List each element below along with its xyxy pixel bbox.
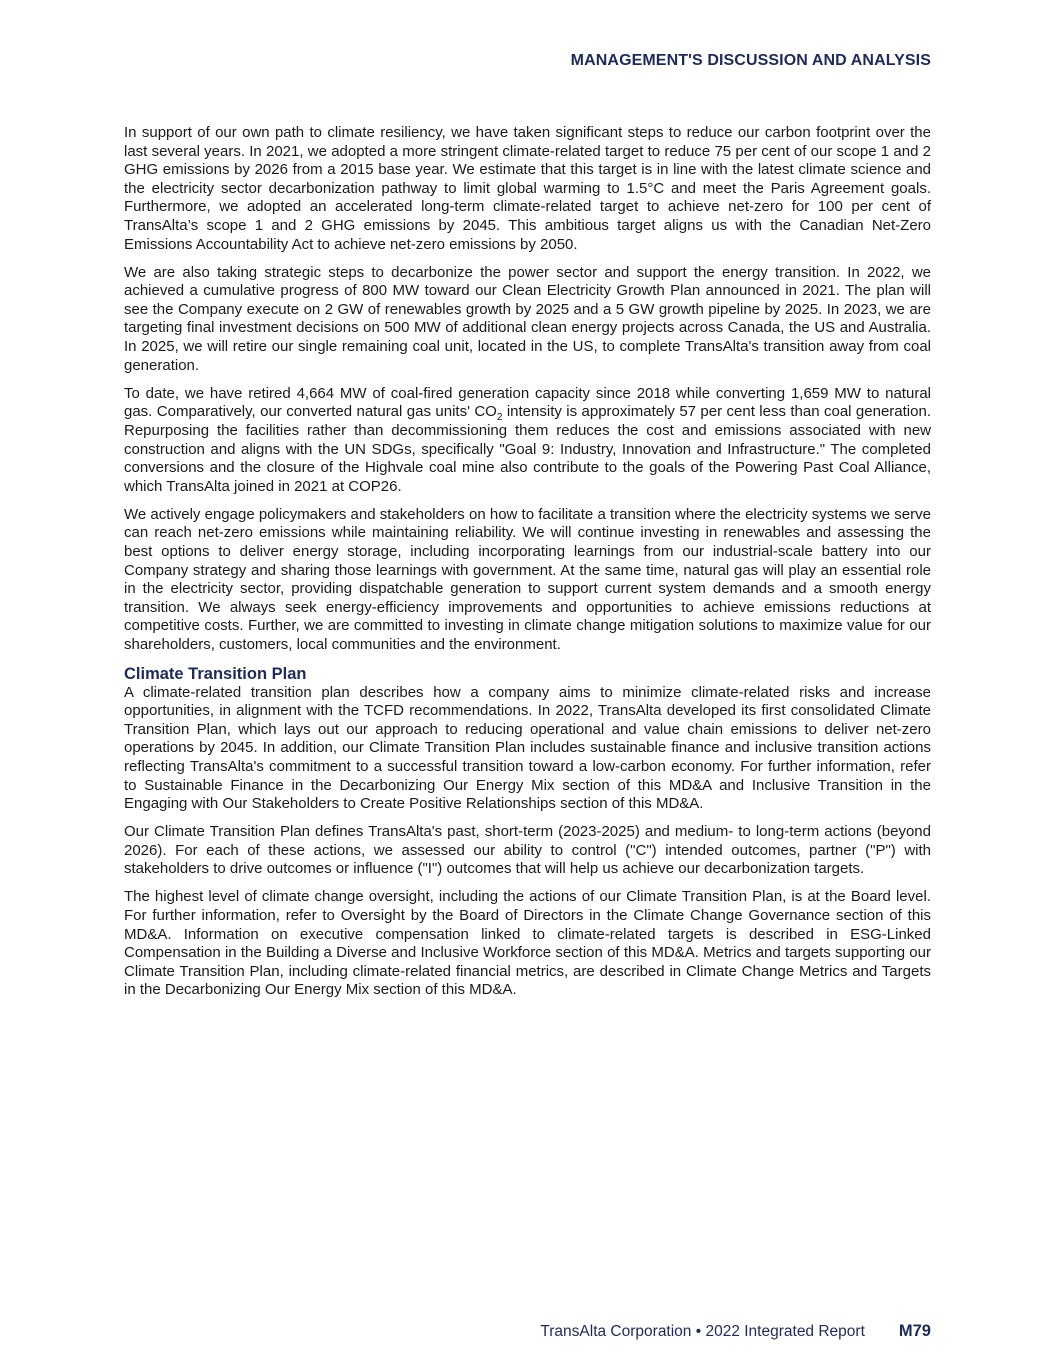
body-paragraph-policy-engagement: We actively engage policymakers and stakeholders on how to facilitate a transition where the electricity systems we serve can reach net-zero emissions while maintaining reliability. We will continue investing in renewables and assessing the best options to deliver energy storage, including incorporating learnings from our industrial-scale battery into our Company strategy and sharing those learnings with government. At the same time, natural gas will play an essential role in the electricity sector, providing dispatchable generation to support current system demands and a smooth energy transition. We always seek energy-efficiency improvements and opportunities to achieve emissions reductions at competitive costs. Further, we are committed to investing in climate change mitigation solutions to maximize value for our shareholders, customers, local communities and the environment. [124,505,931,653]
main-content [124,124,931,1010]
section-paragraph-oversight: The highest level of climate change oversight, including the actions of our Climate Transition Plan, is at the Board level. For further information, refer to Oversight by the Board of Directors in the Climate Change Governance section of this MD&A. Information on executive compensation linked to climate-related targets is described in ESG-Linked Compensation in the Building a Diverse and Inclusive Workforce section of this MD&A. Metrics and targets supporting our Climate Transition Plan, including climate-related financial metrics, are described in Climate Change Metrics and Targets in the Decarbonizing Our Energy Mix section of this MD&A. [124,888,931,999]
body-paragraph-decarbonize-power: We are also taking strategic steps to decarbonize the power sector and support the energy transition. In 2022, we achieved a cumulative progress of 800 MW toward our Clean Electricity Growth Plan announced in 2021. The plan will see the Company execute on 2 GW of renewables growth by 2025 and a 5 GW growth pipeline by 2025. In 2023, we are targeting final investment decisions on 500 MW of additional clean energy projects across Canada, the US and Australia. In 2025, we will retire our single remaining coal unit, located in the US, to complete TransAlta's transition away from coal generation. [124,263,931,374]
footer-report-title: TransAlta Corporation • 2022 Integrated Report [540,1323,865,1340]
page-footer [540,1322,931,1341]
section-paragraph-transition-plan-overview: A climate-related transition plan describes how a company aims to minimize climate-related risks and increase opportunities, in alignment with the TCFD recommendations. In 2022, TransAlta developed its first consolidated Climate Transition Plan, which lays out our approach to reducing operational and value chain emissions to deliver net-zero operations by 2045. In addition, our Climate Transition Plan includes sustainable finance and inclusive transition actions reflecting TransAlta's commitment to a successful transition toward a low-carbon economy. For further information, refer to Sustainable Finance in the Decarbonizing Our Energy Mix section of this MD&A and Inclusive Transition in the Engaging with Our Stakeholders to Create Positive Relationships section of this MD&A. [124,683,931,813]
section-paragraph-plan-actions: Our Climate Transition Plan defines TransAlta's past, short-term (2023-2025) and medium- to long-term actions (beyond 2026). For each of these actions, we assessed our ability to control ("C") intended outcomes, partner ("P") with stakeholders to drive outcomes or influence ("I") outcomes that will help us achieve our decarbonization targets. [124,823,931,878]
paragraph-text-after-subscript: intensity is approximately 57 per cent less than coal generation. Repurposing the facilities rather than decommissioning them reduces the cost and emissions associated with new construction and aligns with the UN SDGs, specifically "Goal 9: Industry, Innovation and Infrastructure." The completed conversions and the closure of the Highvale coal mine also contribute to the goals of the Powering Past Coal Alliance, which TransAlta joined in 2021 at COP26. [124,403,931,495]
section-heading-climate-transition-plan: Climate Transition Plan [124,664,307,683]
page-header-title: MANAGEMENT'S DISCUSSION AND ANALYSIS [570,52,931,69]
co2-subscript: 2 [496,412,503,424]
paragraph-text-before-subscript: To date, we have retired 4,664 MW of coal-fired generation capacity since 2018 while converting 1,659 MW to natural gas. Comparatively, our converted natural gas units' CO [124,384,931,421]
body-paragraph-climate-resiliency: In support of our own path to climate resiliency, we have taken significant steps to reduce our carbon footprint over the last several years. In 2021, we adopted a more stringent climate-related target to reduce 75 per cent of our scope 1 and 2 GHG emissions by 2026 from a 2015 base year. We estimate that this target is in line with the latest climate science and the electricity sector decarbonization pathway to limit global warming to 1.5°C and meet the Paris Agreement goals. Furthermore, we adopted an accelerated long-term climate-related target to achieve net-zero for 100 per cent of TransAlta’s scope 1 and 2 GHG emissions by 2045. This ambitious target aligns us with the Canadian Net-Zero Emissions Accountability Act to achieve net-zero emissions by 2050. [124,124,931,253]
footer-page-number: M79 [898,1322,931,1340]
body-paragraph-coal-retirement [124,385,931,497]
